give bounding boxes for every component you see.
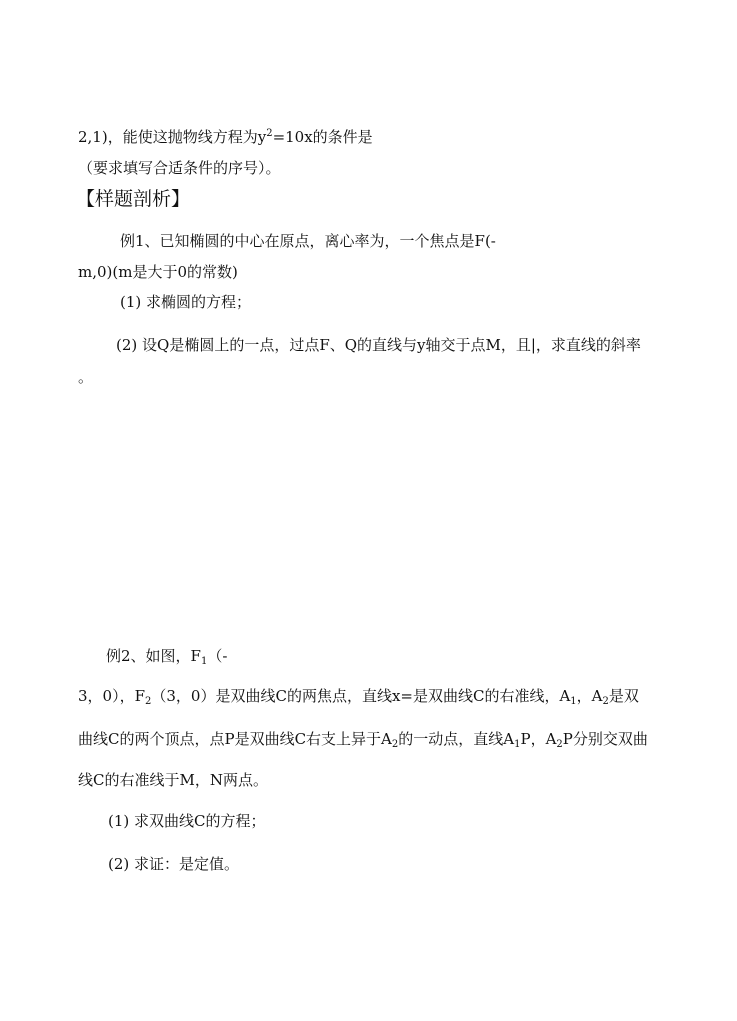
example2-line-1-text-b: （-: [207, 647, 228, 665]
example1-question-2: (2) 设Q是椭圆上的一点，过点F、Q的直线与y轴交于点M，且|，求直线的斜率: [116, 336, 641, 354]
example2-line-3-text-d: P分别交双曲: [562, 730, 648, 748]
example2-line-4: 线C的右准线于M，N两点。: [78, 771, 268, 789]
example2-question-1: (1) 求双曲线C的方程；: [108, 812, 266, 830]
example2-line-2-text-c: ，A: [576, 687, 603, 705]
example2-line-3-subscript-2: 1: [514, 739, 521, 750]
example2-line-2: [78, 686, 639, 706]
example2-line-2-subscript-3: 2: [602, 696, 609, 707]
example2-line-3-text-c: P，A: [520, 730, 557, 748]
example2-line-3-subscript-3: 2: [556, 739, 563, 750]
example2-line-1: [106, 646, 227, 666]
intro-line-1-text-b: =10x的条件是: [272, 128, 373, 146]
example2-question-2: (2) 求证：是定值。: [108, 855, 240, 873]
section-heading: 【样题剖析】: [76, 188, 191, 210]
example2-line-2-subscript-2: 1: [570, 696, 577, 707]
example2-line-3-subscript-1: 2: [391, 739, 399, 750]
intro-line-1: [78, 127, 373, 147]
intro-line-1-superscript: 2: [266, 128, 273, 139]
example2-line-2-text-b: （3，0）是双曲线C的两焦点，直线x=是双曲线C的右准线，A: [151, 687, 571, 705]
example1-question-2-tail: 。: [78, 368, 94, 386]
example1-question-1: (1) 求椭圆的方程；: [120, 293, 252, 311]
example2-line-2-text-d: 是双: [608, 687, 639, 705]
example2-line-2-text-a: 3，0），F: [78, 687, 145, 705]
example2-line-2-subscript-1: 2: [145, 696, 152, 707]
example1-line-2: m,0)(m是大于0的常数): [78, 263, 238, 281]
intro-line-1-text-a: 2,1)，能使这抛物线方程为y: [78, 128, 267, 146]
example2-line-3-text-a: 曲线C的两个顶点，点P是双曲线C右支上异于A: [78, 730, 392, 748]
example2-line-3: [78, 729, 648, 749]
intro-line-2: （要求填写合适条件的序号）。: [78, 159, 281, 177]
example2-line-1-subscript: 1: [200, 656, 208, 667]
example2-line-1-text-a: 例2、如图，F: [106, 647, 201, 665]
example2-line-3-text-b: 的一动点，直线A: [398, 730, 515, 748]
example1-line-1: 例1、已知椭圆的中心在原点，离心率为，一个焦点是F(-: [120, 232, 496, 250]
